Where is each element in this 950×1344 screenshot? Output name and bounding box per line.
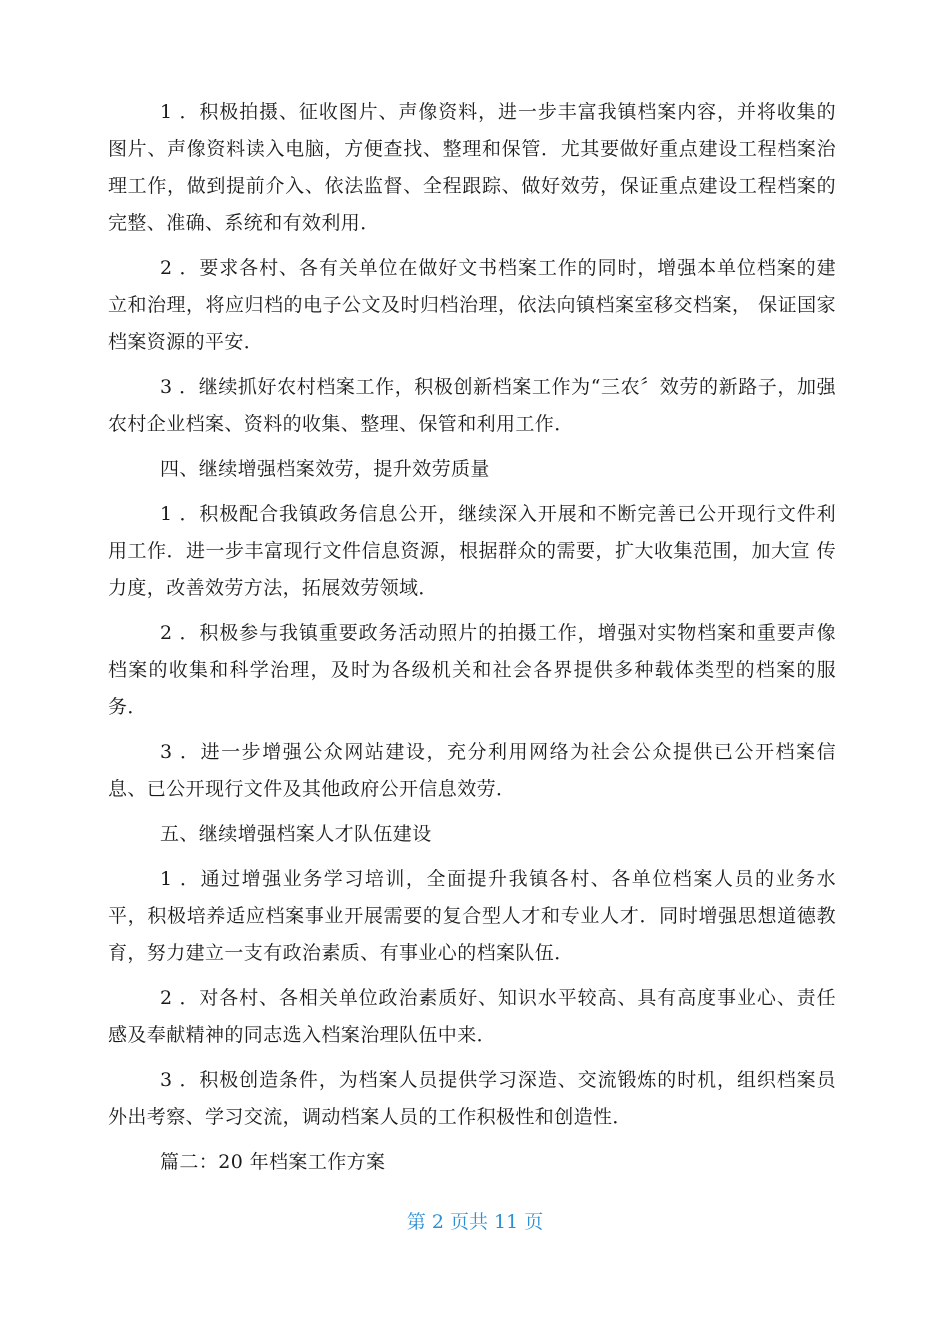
paragraph-archive-1: 1 ．积极拍摄、征收图片、声像资料，进一步丰富我镇档案内容，并将收集的图片、声像资料读入电脑，方便查找、整理和保管．尤其要做好重点建设工程档案治理工作，做到提前介入、依法监督、全程跟踪、做好效劳，保证重点建设工程档案的完整、准确、系统和有效利用．	[108, 101, 836, 234]
paragraph-archive-2: 2 ．要求各村、各有关单位在做好文书档案工作的同时，增强本单位档案的建立和治理，将应归档的电子公文及时归档治理，依法向镇档案室移交档案， 保证国家档案资源的平安．	[108, 257, 836, 353]
paragraph-service-1: 1 ．积极配合我镇政务信息公开，继续深入开展和不断完善已公开现行文件利用工作．进一步丰富现行文件信息资源，根据群众的需要，扩大收集范围，加大宣 传力度，改善效劳方法，拓展效劳领域．	[108, 503, 836, 599]
section-heading-5: 五、继续增强档案人才队伍建设	[160, 823, 432, 845]
document-body	[108, 94, 836, 1181]
paragraph-archive-3: 3 ．继续抓好农村档案工作，积极创新档案工作为“三农〞效劳的新路子，加强农村企业档案、资料的收集、整理、保管和利用工作．	[108, 376, 836, 435]
page-number-footer: 第 2 页共 11 页	[406, 1211, 544, 1233]
paragraph-talent-2: 2 ．对各村、各相关单位政治素质好、知识水平较高、具有高度事业心、责任 感及奉献精神的同志选入档案治理队伍中来．	[108, 987, 836, 1046]
section-heading-4: 四、继续增强档案效劳，提升效劳质量	[160, 458, 490, 480]
paragraph-service-3: 3 ．进一步增强公众网站建设，充分利用网络为社会公众提供已公开档案信息、已公开现行文件及其他政府公开信息效劳．	[108, 741, 836, 800]
paragraph-service-2: 2 ．积极参与我镇重要政务活动照片的拍摄工作，增强对实物档案和重要声像档案的收集和科学治理，及时为各级机关和社会各界提供多种载体类型的档案的服务．	[108, 622, 836, 718]
paragraph-talent-1: 1 ．通过增强业务学习培训，全面提升我镇各村、各单位档案人员的业务水平，积极培养适应档案事业开展需要的复合型人才和专业人才．同时增强思想道德教育，努力建立一支有政治素质、有事业心的档案队伍．	[108, 868, 836, 964]
chapter-heading-part-two: 篇二：20 年档案工作方案	[160, 1151, 386, 1173]
paragraph-talent-3: 3 ．积极创造条件，为档案人员提供学习深造、交流锻炼的时机，组织档案员外出考察、学习交流，调动档案人员的工作积极性和创造性．	[108, 1069, 836, 1128]
